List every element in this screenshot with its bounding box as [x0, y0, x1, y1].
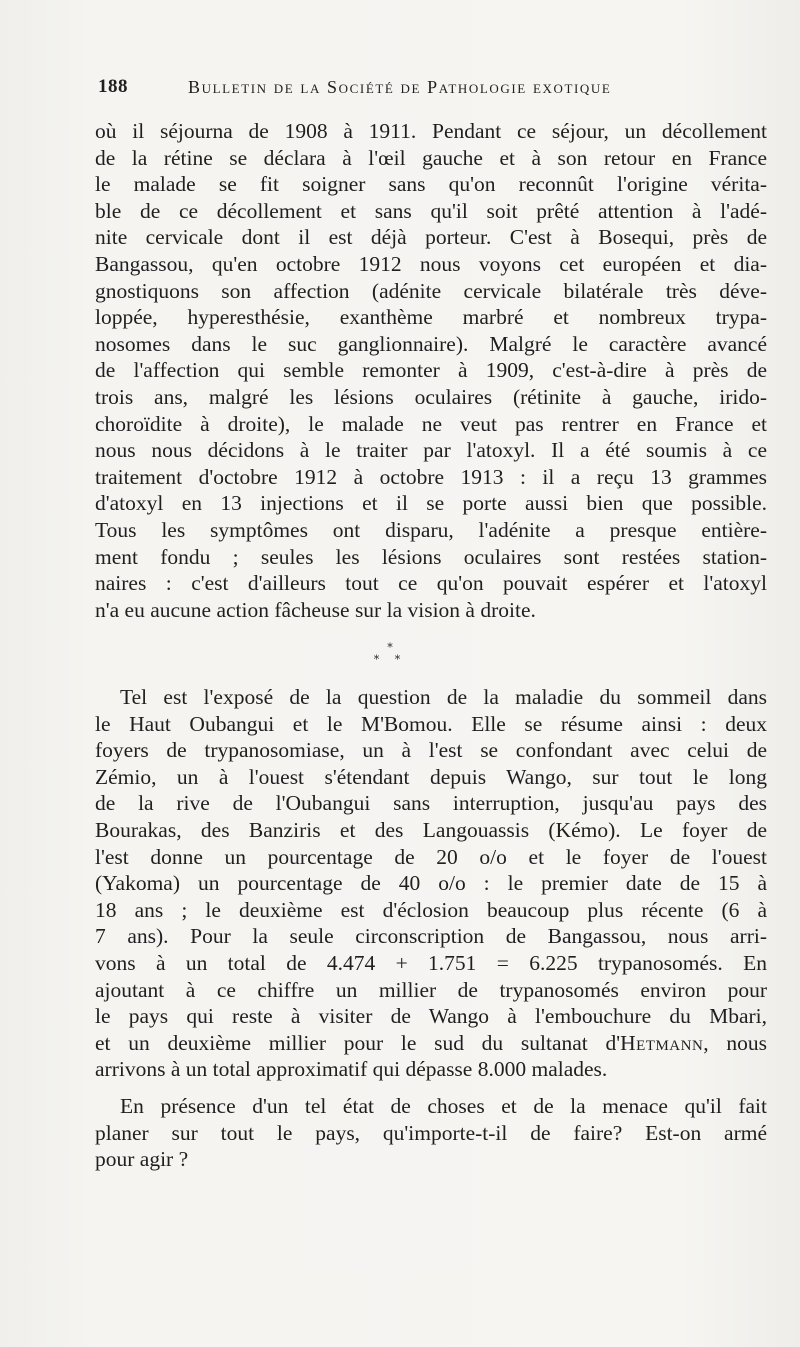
text-line: d'atoxyl en 13 injections et il se porte aussi bien que possible. [95, 491, 767, 516]
text-line: pour agir ? [95, 1147, 189, 1172]
text-line: 7 ans). Pour la seule circonscription de Bangassou, nous arri- [95, 924, 767, 949]
text-line: où il séjourna de 1908 à 1911. Pendant ce séjour, un décollement [95, 119, 767, 143]
text-line: de l'affection qui semble remonter à 1909, c'est-à-dire à près de [95, 358, 767, 383]
running-header [98, 76, 658, 104]
text-line: l'est donne un pourcentage de 20 o/o et le foyer de l'ouest [95, 844, 767, 869]
asterism-top: * [387, 641, 393, 654]
text-segment: , nous [703, 1030, 767, 1055]
text-line: planer sur tout le pays, qu'importe-t-il de faire? Est-on armé [95, 1120, 767, 1145]
text-line: ajoutant à ce chiffre un millier de trypanosomés environ pour [95, 977, 767, 1002]
text-segment: et un deuxième millier pour le sud du sultanat d' [95, 1030, 621, 1055]
text-line: (Yakoma) un pourcentage de 40 o/o : le premier date de 15 à [95, 871, 767, 896]
author-name-hetmann: Hetmann [620, 1030, 704, 1055]
text-line: ble de ce décollement et sans qu'il soit prêté attention à l'adé- [95, 198, 767, 223]
text-line: le malade se fit soigner sans qu'on reconnût l'origine vérita- [95, 172, 767, 197]
text-line: le pays qui reste à visiter de Wango à l'embouchure du Mbari, [95, 1004, 767, 1029]
paragraph-case-report [95, 118, 767, 623]
text-line: En présence d'un tel état de choses et de la menace qu'il fait [120, 1094, 767, 1118]
text-line: trois ans, malgré les lésions oculaires (rétinite à gauche, irido- [95, 384, 767, 409]
text-line: Bourakas, des Banziris et des Langouassis (Kémo). Le foyer de [95, 817, 767, 842]
text-line: n'a eu aucune action fâcheuse sur la vision à droite. [95, 597, 536, 622]
text-line: Tel est l'exposé de la question de la maladie du sommeil dans [120, 685, 767, 709]
asterism-bottom: * * [373, 653, 407, 666]
text-line: naires : c'est d'ailleurs tout ce qu'on pouvait espérer et l'atoxyl [95, 571, 767, 596]
text-line: le Haut Oubangui et le M'Bomou. Elle se résume ainsi : deux [95, 711, 767, 736]
text-line: gnostiquons son affection (adénite cervicale bilatérale très déve- [95, 278, 767, 303]
text-line: nite cervicale dont il est déjà porteur. C'est à Bosequi, près de [95, 225, 767, 250]
text-line: choroïdite à droite), le malade ne veut pas rentrer en France et [95, 411, 767, 436]
text-line: loppée, hyperesthésie, exanthème marbré et nombreux trypa- [95, 305, 767, 330]
paragraph-conclusion [95, 1093, 767, 1173]
text-line: foyers de trypanosomiase, un à l'est se confondant avec celui de [95, 738, 767, 763]
page-number: 188 [98, 76, 128, 97]
text-line-with-name [95, 1030, 767, 1057]
paragraph-summary [95, 684, 767, 1083]
text-line: Tous les symptômes ont disparu, l'adénite a presque entière- [95, 517, 767, 542]
text-line: de la rive de l'Oubangui sans interruption, jusqu'au pays des [95, 791, 767, 816]
text-line: 18 ans ; le deuxième est d'éclosion beaucoup plus récente (6 à [95, 897, 767, 922]
text-line: nosomes dans le suc ganglionnaire). Malgré le caractère avancé [95, 331, 767, 356]
text-line: vons à un total de 4.474 + 1.751 = 6.225 trypanosomés. En [95, 950, 767, 975]
text-line: traitement d'octobre 1912 à octobre 1913 : il a reçu 13 grammes [95, 464, 767, 489]
running-title: Bulletin de la Société de Pathologie exotique [188, 77, 612, 97]
text-line: de la rétine se déclara à l'œil gauche et à son retour en France [95, 145, 767, 170]
text-line: Zémio, un à l'ouest s'étendant depuis Wango, sur tout le long [95, 764, 767, 789]
text-line: ment fondu ; seules les lésions oculaires sont restées station- [95, 544, 767, 569]
section-separator-asterism [360, 642, 420, 682]
text-line: nous nous décidons à le traiter par l'atoxyl. Il a été soumis à ce [95, 438, 767, 463]
text-line: arrivons à un total approximatif qui dépasse 8.000 malades. [95, 1057, 608, 1082]
text-line: Bangassou, qu'en octobre 1912 nous voyons cet européen et dia- [95, 251, 767, 276]
